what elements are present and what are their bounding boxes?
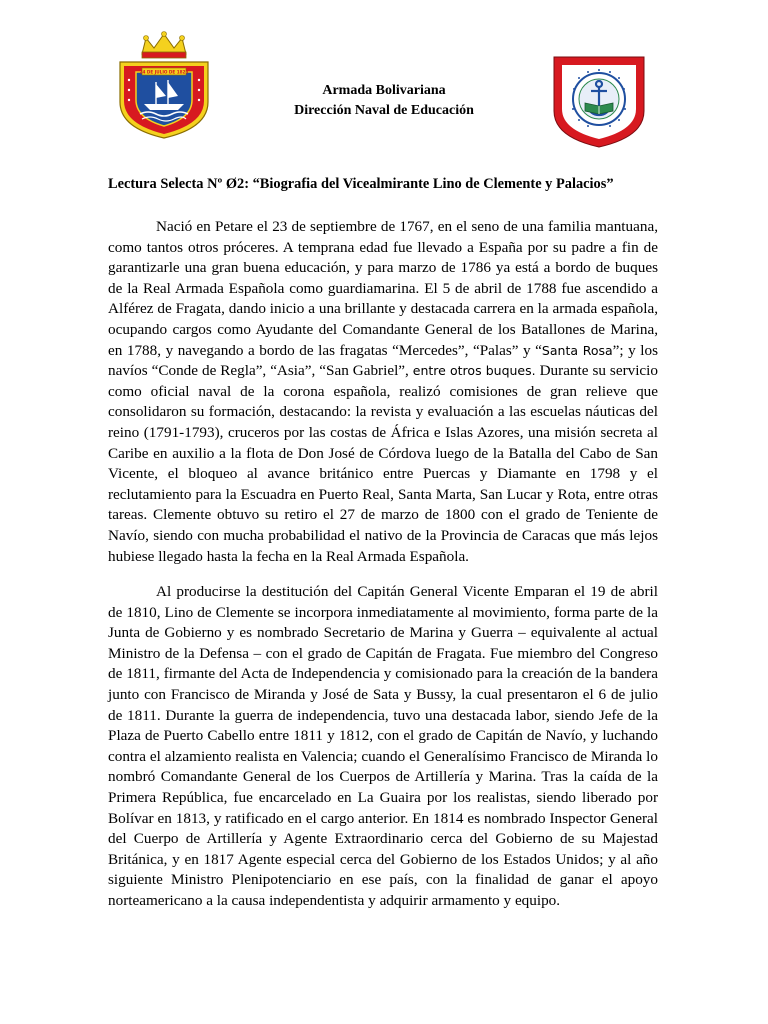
- shield-banner-text: 24 DE JULIO DE 1823: [139, 69, 189, 75]
- header-direction: Dirección Naval de Educación: [294, 103, 474, 118]
- paragraph-birth-and-career: [108, 217, 658, 567]
- direccion-naval-emblem-logo: [550, 53, 648, 149]
- paragraph1-santa-rosa: Santa Rosa: [541, 342, 613, 358]
- paragraph1-part2: ”; y los navíos “Conde de Regla”, “Asia”, “San Gabriel”,: [108, 341, 659, 380]
- paragraph1-part1: Nació en Petare el 23 de septiembre de 1767, en el seno de una familia mantuana, como tantos otros próceres. A temprana edad fue llevado a España por su padre a fin de garantizarle una gran buena educación, y para marzo de 1786 ya está a bordo de buques de la Real Armada Española como guardiamarina. El 5 de abril de 1788 fue ascendido a Alférez de Fragata, dando inicio a una brillante y destacada carrera en la armada española, ocupando cargos como Ayudante del Comandante General de los Batallones de Marina, en 1788, y navegando a bordo de las fragatas “Mercedes”, “Palas” y “: [108, 218, 658, 359]
- header-institution: Armada Bolivariana: [322, 83, 446, 98]
- document-title: Lectura Selecta Nº Ø2: “Biografia del Vicealmirante Lino de Clemente y Palacios”: [108, 176, 614, 192]
- crown-icon: [142, 32, 186, 59]
- paragraph1-part3: Durante su servicio como oficial naval de la corona española, realizó comisiones de gran relieve que consolidaron su formación, destacando: la revista y evaluación a las escuelas náuticas del reino (1791-1793), cruceros por las costas de África e Islas Azores, una misión secreta al Caribe en auxilio a la flota de Don José de Córdova luego de la Batalla del Cabo de San Vicente, el bloqueo al avance británico entre Puercas y Diamante en 1798 y el reclutamiento para la Escuadra en Puerto Real, Santa Marta, San Lucar y Rota, entre otras tareas. Clemente obtuvo su retiro el 27 de marzo de 1800 con el grado de Teniente de Navío, siendo con mucha probabilidad el nativo de la Provincia de Caracas que más lejos hubiese llegado hasta la fecha en la Real Armada Española.: [108, 362, 658, 565]
- paragraph-independence: Al producirse la destitución del Capitán General Vicente Emparan el 19 de abril de 1810, Lino de Clemente se incorpora inmediatamente al movimiento, forma parte de la Junta de Gobierno y es nombrado Secretario de Marina y Guerra – equivalente al actual Ministro de la Defensa – con el grado de Capitán de Fragata. Fue miembro del Congreso de 1811, firmante del Acta de Independencia y comisionado para la creación de la bandera junto con Francisco de Miranda y José de Sata y Bussy, la cual presentaron el 6 de julio de 1811. Durante la guerra de independencia, tuvo una destacada labor, siendo Jefe de la Plaza de Puerto Cabello entre 1811 y 1812, con el grado de Capitán de Navío, y luchando contra el alzamiento realista en Valencia; cuando el Generalísimo Francisco de Miranda lo nombró Comandante General de los Cuerpos de Artillería y Marina. Tras la caída de la Primera República, fue encarcelado en La Guaira por los realistas, siendo liberado por Bolívar en 1813, y ratificado en el cargo anterior. En 1814 es nombrado Inspector General del Cuerpo de Artillería y Agente Extraordinario cerca del Gobierno de su Majestad Británica, y en 1817 Agente especial cerca del Gobierno de los Estados Unidos; y al año siguiente Ministro Plenipotenciario en ese país, con la finalidad de ganar el apoyo norteamericano a la causa independentista y adquirir armamento y equipo.: [108, 583, 658, 909]
- paragraph1-entre-otros: entre otros buques.: [412, 363, 536, 379]
